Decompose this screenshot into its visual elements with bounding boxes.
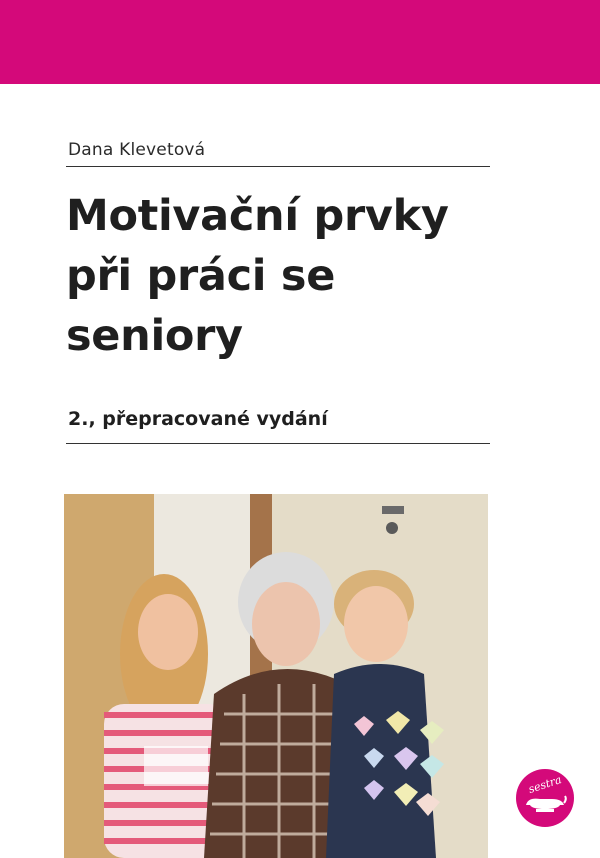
oil-lamp-icon [522, 793, 568, 815]
top-color-band [0, 0, 600, 84]
divider-top [66, 166, 490, 167]
cover-photo [64, 494, 488, 858]
title-line-3: seniory [66, 311, 243, 361]
publisher-logo [516, 769, 574, 827]
book-title [66, 186, 506, 366]
title-line-1: Motivační prvky [66, 191, 449, 241]
cover-photo-illustration [64, 494, 488, 858]
divider-bottom [66, 443, 490, 444]
author-name: Dana Klevetová [68, 140, 206, 160]
edition-label: 2., přepracované vydání [68, 408, 328, 430]
publisher-logo-text: sestra [526, 773, 564, 796]
title-line-2: při práci se [66, 251, 336, 301]
